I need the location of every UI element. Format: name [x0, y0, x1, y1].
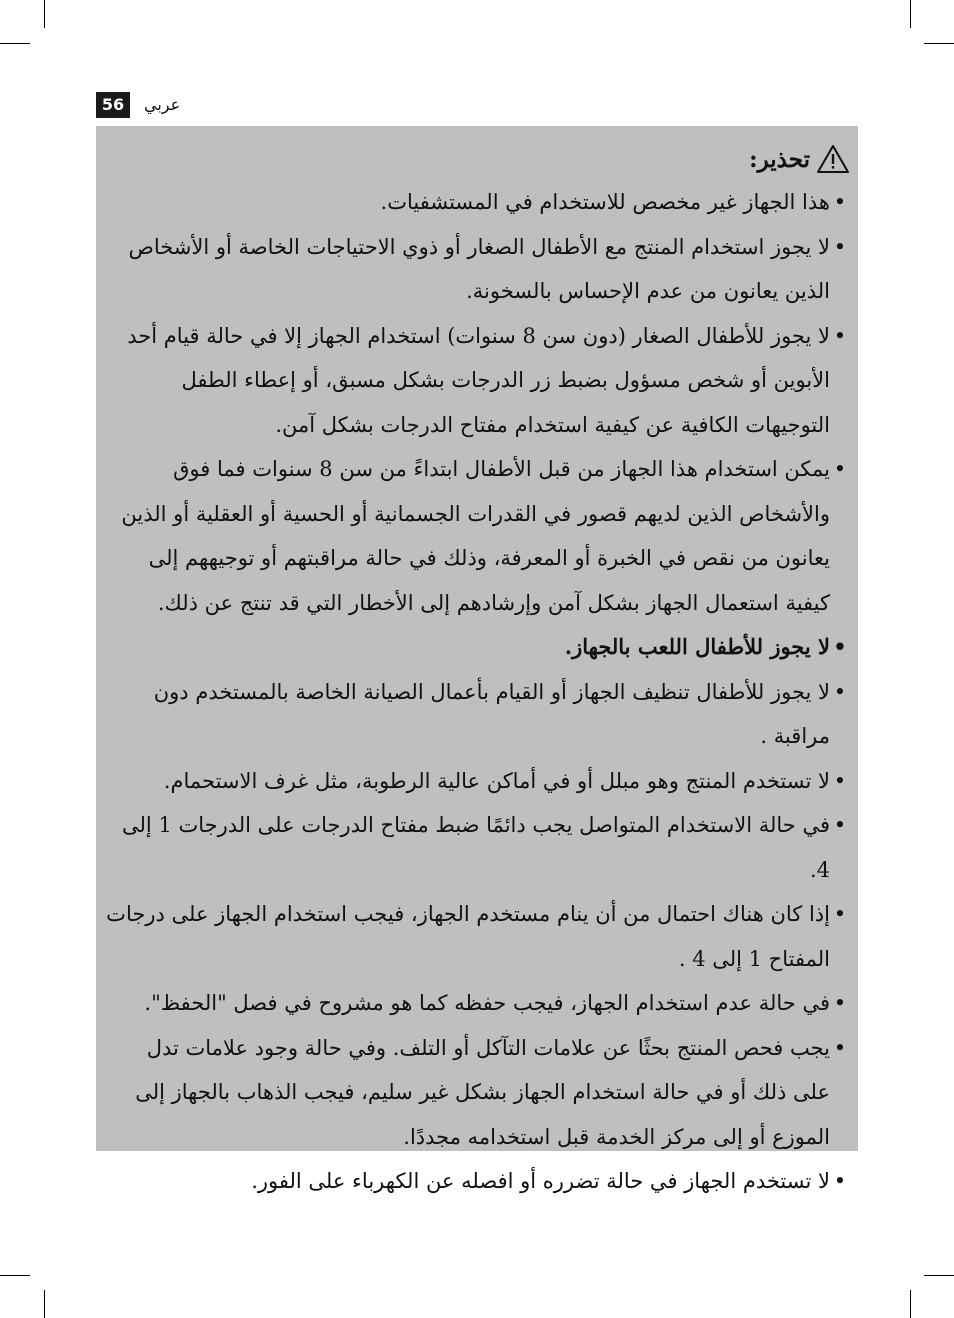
item-text: لا يجوز للأطفال اللعب بالجهاز. [564, 634, 830, 659]
list-item [106, 447, 850, 625]
list-item [106, 314, 850, 448]
bullet: • [833, 902, 847, 926]
crop-mark [44, 0, 45, 28]
list-item [106, 225, 850, 314]
bullet: • [833, 768, 847, 793]
crop-mark [0, 43, 30, 44]
list-item [106, 180, 850, 225]
item-text: يمكن استخدام هذا الجهاز من قبل الأطفال ابتداءً من سن 8 سنوات فما فوق والأشخاص الذين لديهم قصور في القدرات الجسمانية أو الحسية أو العقلية أو الذين يعانون من نقص في الخبرة أو المعرفة، وذلك في حالة مراقبتهم أو توجيههم إلى كيفية استعمال الجهاز بشكل آمن وإرشادهم إلى الأخطار التي قد تنتج عن ذلك. [121, 457, 830, 615]
bullet: • [833, 813, 847, 837]
list-item [106, 670, 850, 759]
item-text: يجب فحص المنتج بحثًا عن علامات التآكل أو التلف. وفي حالة وجود علامات تدل على ذلك أو في حالة استخدام الجهاز بشكل غير سليم، فيجب الذهاب بالجهاز إلى الموزع أو إلى مركز الخدمة قبل استخدامه مجددًا. [135, 1035, 830, 1149]
item-text: لا يجوز للأطفال الصغار (دون سن 8 سنوات) استخدام الجهاز إلا في حالة قيام أحد الأبوين أو شخص مسؤول بضبط زر الدرجات بشكل مسبق، أو إعطاء الطفل التوجيهات الكافية عن كيفية استخدام مفتاح الدرجات بشكل آمن. [127, 323, 830, 437]
crop-mark [910, 1290, 911, 1318]
list-item [106, 1159, 850, 1204]
item-text: في حالة الاستخدام المتواصل يجب دائمًا ضبط مفتاح الدرجات على الدرجات 1 إلى 4. [121, 813, 830, 882]
list-item [92, 892, 850, 981]
list-item [106, 803, 850, 892]
warning-heading [106, 138, 850, 180]
bullet: • [833, 234, 847, 259]
crop-mark [910, 0, 911, 28]
bullet: • [833, 457, 847, 481]
bullet: • [833, 1035, 847, 1060]
bullet: • [833, 190, 847, 214]
list-item [106, 625, 850, 670]
item-text: هذا الجهاز غير مخصص للاستخدام في المستشفيات. [380, 190, 830, 214]
warning-box [96, 126, 858, 1193]
warning-triangle-icon [816, 144, 850, 174]
item-text: لا يجوز استخدام المنتج مع الأطفال الصغار أو ذوي الاحتياجات الخاصة أو الأشخاص الذين يعانون من عدم الإحساس بالسخونة. [128, 234, 830, 303]
list-item [106, 981, 850, 1026]
page-number: 56 [96, 92, 130, 118]
bullet: • [833, 323, 847, 348]
item-text: إذا كان هناك احتمال من أن ينام مستخدم الجهاز، فيجب استخدام الجهاز على درجات المفتاح 1 إلى 4 . [106, 902, 830, 971]
warning-list [106, 180, 850, 1204]
bullet: • [833, 679, 847, 704]
bullet: • [833, 1169, 847, 1193]
bullet: • [833, 991, 847, 1015]
language-label: عربي [144, 95, 181, 114]
item-text: لا تستخدم المنتج وهو مبلل أو في أماكن عالية الرطوبة، مثل غرف الاستحمام. [163, 768, 830, 793]
bullet: • [833, 634, 847, 659]
warning-title: تحذير: [749, 145, 810, 173]
item-text: لا يجوز للأطفال تنظيف الجهاز أو القيام بأعمال الصيانة الخاصة بالمستخدم دون مراقبة . [153, 679, 830, 748]
list-item [106, 1026, 850, 1160]
crop-mark [924, 1275, 954, 1276]
list-item [106, 759, 850, 804]
crop-mark [44, 1290, 45, 1318]
item-text: لا تستخدم الجهاز في حالة تضرره أو افصله عن الكهرباء على الفور. [251, 1169, 830, 1193]
crop-mark [924, 43, 954, 44]
item-text: في حالة عدم استخدام الجهاز، فيجب حفظه كما هو مشروح في فصل "الحفظ". [144, 991, 830, 1015]
crop-mark [0, 1275, 30, 1276]
